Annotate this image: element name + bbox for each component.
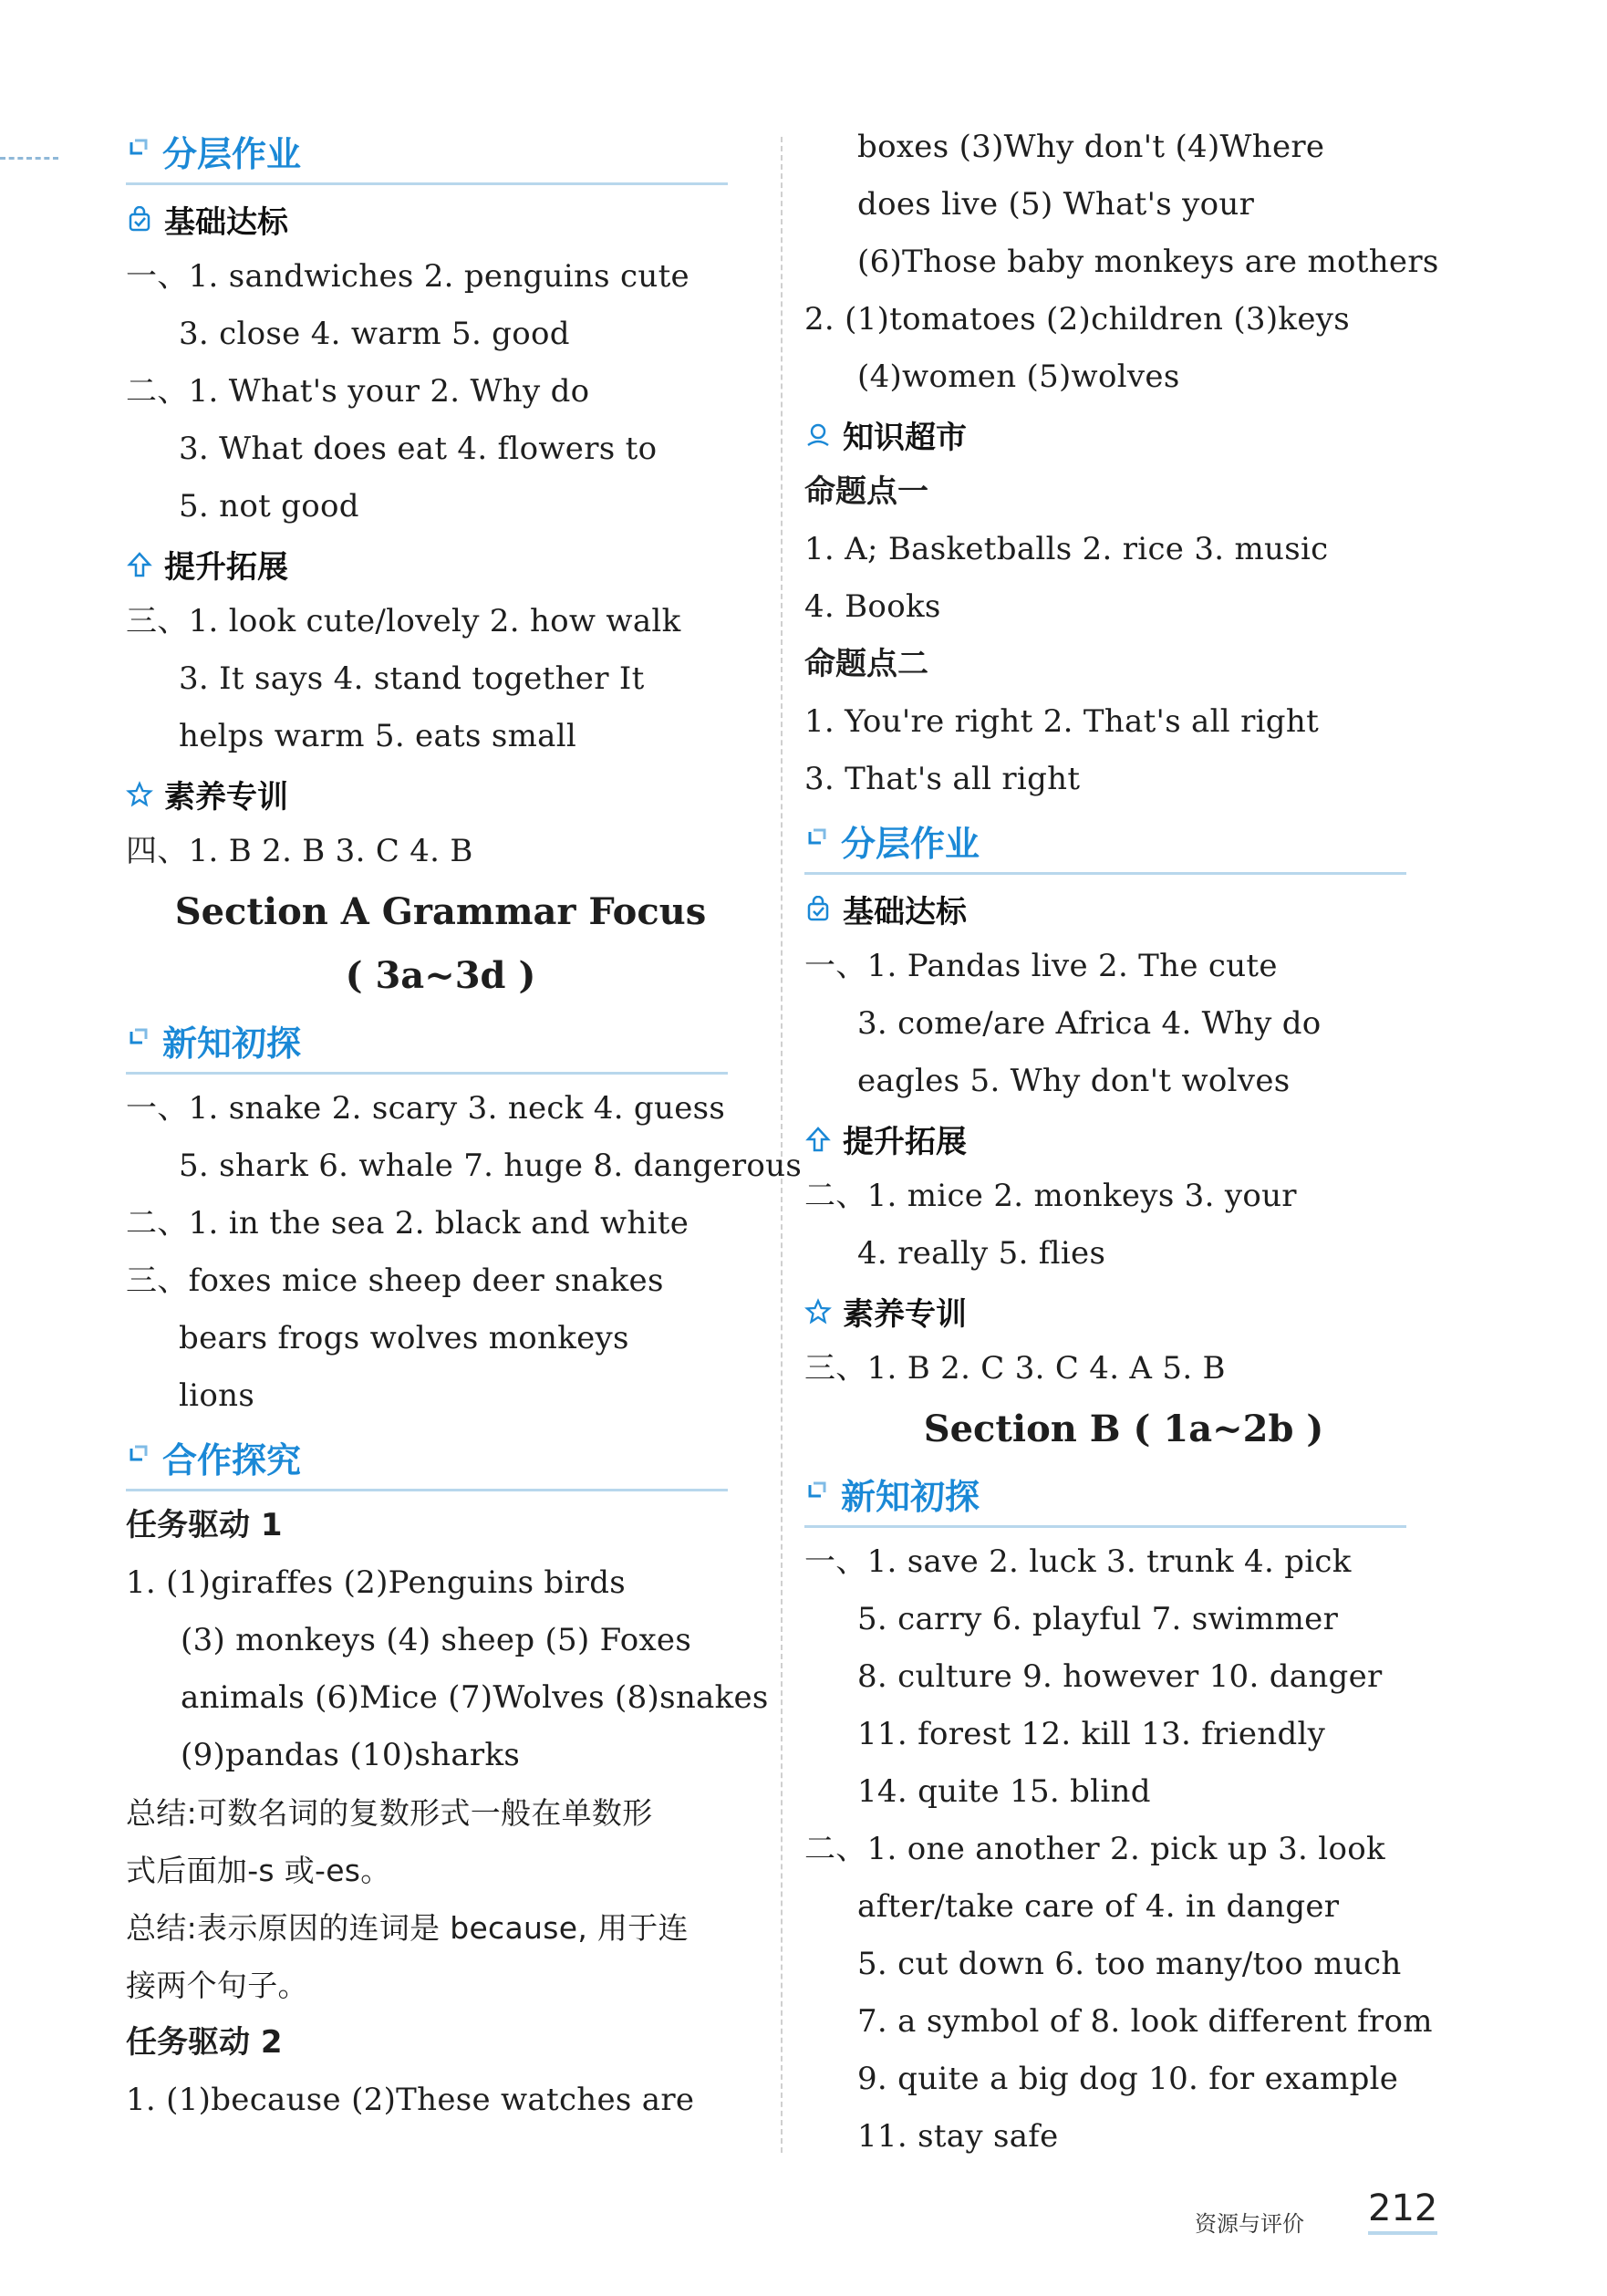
section-marker-icon [126, 1443, 153, 1470]
answer-line: 二、1. What's your 2. Why do [126, 373, 590, 410]
answer-line: 3. close 4. warm 5. good [179, 316, 570, 352]
answer-line: 总结:可数名词的复数形式一般在单数形 [126, 1795, 653, 1831]
answer-line: 4. really 5. flies [857, 1235, 1106, 1272]
section-title: 合作探究 [162, 1439, 302, 1480]
task-heading: 任务驱动 1 [126, 1507, 283, 1543]
answer-line: 1. (1)giraffes (2)Penguins birds [126, 1564, 627, 1601]
task-heading: 任务驱动 2 [126, 2024, 283, 2061]
page-number: 212 [1368, 2187, 1437, 2235]
left-column [126, 119, 803, 2129]
answer-line: 二、1. in the sea 2. black and white [126, 1205, 689, 1242]
subsection-header [804, 406, 1443, 463]
answer-line: 5. carry 6. playful 7. swimmer [857, 1601, 1339, 1637]
section-marker-icon [804, 1480, 832, 1507]
section-header [126, 119, 728, 185]
right-column [804, 119, 1443, 2166]
answer-line: 3. It says 4. stand together It [179, 660, 645, 697]
answer-line: 三、1. B 2. C 3. C 4. A 5. B [804, 1350, 1226, 1387]
section-header [126, 1425, 728, 1491]
answer-line: 1. You're right 2. That's all right [804, 703, 1320, 740]
section-marker-icon [804, 826, 832, 854]
up-arrow-icon [804, 1126, 832, 1153]
answer-line: 一、1. snake 2. scary 3. neck 4. guess [126, 1090, 726, 1127]
subsection-title: 素养专训 [843, 1296, 967, 1333]
answer-line: animals (6)Mice (7)Wolves (8)snakes [181, 1679, 769, 1716]
answer-line: 5. not good [179, 488, 359, 525]
task-heading: 命题点一 [804, 473, 928, 510]
answer-line: 接两个句子。 [126, 1968, 308, 2003]
section-header [804, 1461, 1406, 1528]
answer-line: 一、1. Pandas live 2. The cute [804, 948, 1278, 984]
section-title: 新知初探 [162, 1023, 302, 1064]
margin-dash [0, 157, 58, 160]
subsection-header [126, 765, 755, 823]
answer-line: 二、1. one another 2. pick up 3. look [804, 1831, 1385, 1867]
answer-line: 1. (1)because (2)These watches are [126, 2082, 695, 2118]
answer-line: 一、1. save 2. luck 3. trunk 4. pick [804, 1543, 1352, 1580]
section-marker-icon [126, 1026, 153, 1054]
answer-line: 二、1. mice 2. monkeys 3. your [804, 1178, 1297, 1214]
pin-icon [804, 421, 832, 449]
answer-line: 2. (1)tomatoes (2)children (3)keys [804, 301, 1350, 338]
answer-line: 5. cut down 6. too many/too much [857, 1946, 1402, 1982]
section-marker-icon [126, 137, 153, 164]
lock-check-icon [126, 206, 153, 234]
answer-line: 8. culture 9. however 10. danger [857, 1658, 1383, 1695]
answer-line: 四、1. B 2. B 3. C 4. B [126, 833, 473, 869]
unit-section-title: ( 3a~3d ) [345, 954, 536, 997]
task-heading: 命题点二 [804, 646, 928, 682]
answer-line: 式后面加-s 或-es。 [126, 1853, 391, 1888]
answer-line: after/take care of 4. in danger [857, 1888, 1340, 1925]
subsection-title: 素养专训 [164, 779, 288, 816]
subsection-title: 基础达标 [843, 894, 967, 930]
answer-line: 三、1. look cute/lovely 2. how walk [126, 603, 681, 639]
unit-section-title: Section B ( 1a~2b ) [923, 1408, 1324, 1450]
answer-line: 3. come/are Africa 4. Why do [857, 1005, 1322, 1042]
answer-line: (4)women (5)wolves [857, 358, 1180, 395]
lock-check-icon [804, 896, 832, 923]
answer-line: 5. shark 6. whale 7. huge 8. dangerous [179, 1148, 803, 1184]
subsection-header [804, 1110, 1443, 1168]
section-header [126, 1008, 728, 1075]
answer-line: 1. A; Basketballs 2. rice 3. music [804, 531, 1329, 567]
answer-line: 3. That's all right [804, 761, 1081, 797]
unit-section-title: Section A Grammar Focus [174, 890, 707, 933]
answer-line: 三、foxes mice sheep deer snakes [126, 1262, 664, 1299]
subsection-header [126, 191, 755, 248]
section-header [804, 808, 1406, 875]
answer-line: 7. a symbol of 8. look different from [857, 2003, 1433, 2040]
up-arrow-icon [126, 551, 153, 578]
subsection-title: 知识超市 [843, 420, 967, 456]
answer-line: 9. quite a big dog 10. for example [857, 2061, 1399, 2097]
section-title: 分层作业 [162, 133, 302, 174]
answer-line: bears frogs wolves monkeys [179, 1320, 629, 1356]
section-title: 分层作业 [841, 823, 980, 864]
subsection-title: 基础达标 [164, 204, 288, 241]
answer-line: boxes (3)Why don't (4)Where [857, 129, 1325, 165]
footer-label: 资源与评价 [1195, 2211, 1304, 2237]
subsection-title: 提升拓展 [843, 1124, 967, 1160]
answer-line: 14. quite 15. blind [857, 1773, 1151, 1810]
answer-line: (3) monkeys (4) sheep (5) Foxes [181, 1622, 692, 1658]
answer-line: 11. stay safe [857, 2118, 1059, 2155]
answer-line: (9)pandas (10)sharks [181, 1737, 521, 1773]
answer-line: 一、1. sandwiches 2. penguins cute [126, 258, 689, 295]
answer-line: does live (5) What's your [857, 186, 1255, 223]
answer-line: lions [179, 1377, 255, 1414]
section-title: 新知初探 [841, 1476, 980, 1517]
answer-line: 4. Books [804, 588, 941, 625]
answer-line: eagles 5. Why don't wolves [857, 1063, 1291, 1099]
answer-line: 11. forest 12. kill 13. friendly [857, 1716, 1326, 1752]
answer-line: 3. What does eat 4. flowers to [179, 431, 658, 467]
answer-line: 总结:表示原因的连词是 because, 用于连 [126, 1910, 689, 1946]
star-icon [804, 1298, 832, 1325]
star-icon [126, 781, 153, 808]
subsection-header [126, 535, 755, 593]
subsection-header [804, 1283, 1443, 1340]
answer-line: helps warm 5. eats small [179, 718, 577, 754]
answer-line: (6)Those baby monkeys are mothers [857, 244, 1439, 280]
subsection-title: 提升拓展 [164, 549, 288, 586]
subsection-header [804, 880, 1443, 938]
